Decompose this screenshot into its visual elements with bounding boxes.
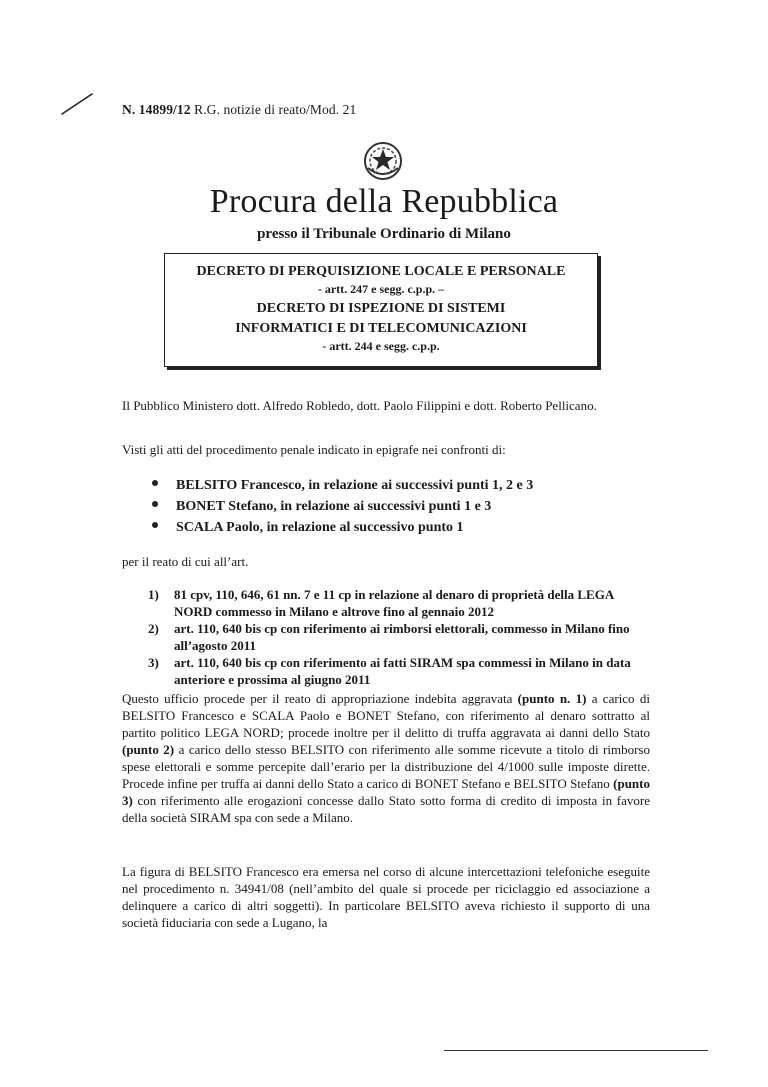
charge-text: 81 cpv, 110, 646, 61 nn. 7 e 11 cp in relazione al denaro di proprietà della LEGA NORD commesso in Milano e altrove fino al gennaio 2012 [174, 587, 614, 619]
handwritten-slash-mark [60, 92, 94, 116]
body-text: Questo ufficio procede per il reato di appropriazione indebita aggravata [122, 691, 518, 706]
decree-line-1: DECRETO DI PERQUISIZIONE LOCALE E PERSONALE [196, 264, 566, 279]
visti-paragraph: Visti gli atti del procedimento penale indicato in epigrafe nei confronti di: [122, 442, 506, 457]
body-text: a carico dello stesso BELSITO con riferimento alle somme ricevute a titolo di rimborso spese elettorali e somme percepite dall’erario per la distribuzione del 4/1000 sulle imposte dirette. Procede infine per truffa ai danni dello Stato a carico di BONET Stefano e BELSITO Stefano [122, 742, 650, 791]
body-emphasis: (punto 3) [122, 776, 650, 808]
body-text: a carico di BELSITO Francesco e SCALA Paolo e BONET Stefano, con riferimento al denaro sottratto al partito politico LEGA NORD; procede inoltre per il delitto di truffa aggravata ai danni dello Stato [122, 691, 650, 740]
body-text: con riferimento alle erogazioni concesse dallo Stato sotto forma di credito di imposta in favore della società SIRAM spa con sede a Milano. [122, 793, 650, 825]
decree-line-5: - artt. 244 e segg. c.p.p. [322, 339, 440, 353]
case-number: N. 14899/12 [122, 102, 191, 117]
bullet-icon [152, 501, 158, 507]
decree-line-3: DECRETO DI ISPEZIONE DI SISTEMI [256, 301, 506, 316]
charge-number: 1) [148, 587, 159, 602]
charge-number: 3) [148, 655, 159, 670]
footer-rule [444, 1050, 708, 1051]
decree-line-2: - artt. 247 e segg. c.p.p. – [317, 282, 445, 296]
suspect-text: BONET Stefano, in relazione ai successivi punti 1 e 3 [176, 499, 492, 514]
prosecutors-paragraph: Il Pubblico Ministero dott. Alfredo Robledo, dott. Paolo Filippini e dott. Roberto Pellicano. [122, 398, 597, 413]
suspect-text: BELSITO Francesco, in relazione ai successivi punti 1, 2 e 3 [176, 478, 534, 493]
bullet-icon [152, 522, 158, 528]
list-item [152, 478, 533, 499]
case-register: R.G. notizie di reato/Mod. 21 [194, 102, 357, 117]
office-title: Procura della Repubblica [209, 183, 559, 220]
body-paragraph-1 [122, 690, 650, 826]
list-item [148, 620, 648, 654]
case-reference [122, 102, 356, 118]
body-paragraph-2: La figura di BELSITO Francesco era emersa nel corso di alcune intercettazioni telefoniche eseguite nel procedimento n. 34941/08 (nell’ambito del quale si procede per riciclaggio ed associazione a delinquere a carico di altri soggetti). In particolare BELSITO aveva richiesto il supporto di una società fiduciaria con sede a Lugano, la [122, 864, 650, 930]
list-item [148, 586, 648, 620]
body-emphasis: (punto n. 1) [517, 691, 587, 706]
charges-list [148, 586, 648, 688]
list-item [152, 499, 533, 520]
decree-title-box [164, 253, 598, 367]
charge-number: 2) [148, 621, 159, 636]
body-emphasis: (punto 2) [122, 742, 175, 757]
reato-intro: per il reato di cui all’art. [122, 554, 249, 569]
list-item [152, 520, 533, 541]
italian-republic-emblem-icon [362, 140, 404, 182]
bullet-icon [152, 480, 158, 486]
decree-line-4: INFORMATICI E DI TELECOMUNICAZIONI [235, 321, 527, 336]
list-item [148, 654, 648, 688]
suspect-text: SCALA Paolo, in relazione al successivo punto 1 [176, 520, 464, 535]
suspects-list [152, 478, 533, 541]
charge-text: art. 110, 640 bis cp con riferimento ai rimborsi elettorali, commesso in Milano fino all’agosto 2011 [174, 621, 630, 653]
office-subtitle: presso il Tribunale Ordinario di Milano [257, 226, 511, 242]
charge-text: art. 110, 640 bis cp con riferimento ai fatti SIRAM spa commessi in Milano in data anteriore e prossima al giugno 2011 [174, 655, 631, 687]
